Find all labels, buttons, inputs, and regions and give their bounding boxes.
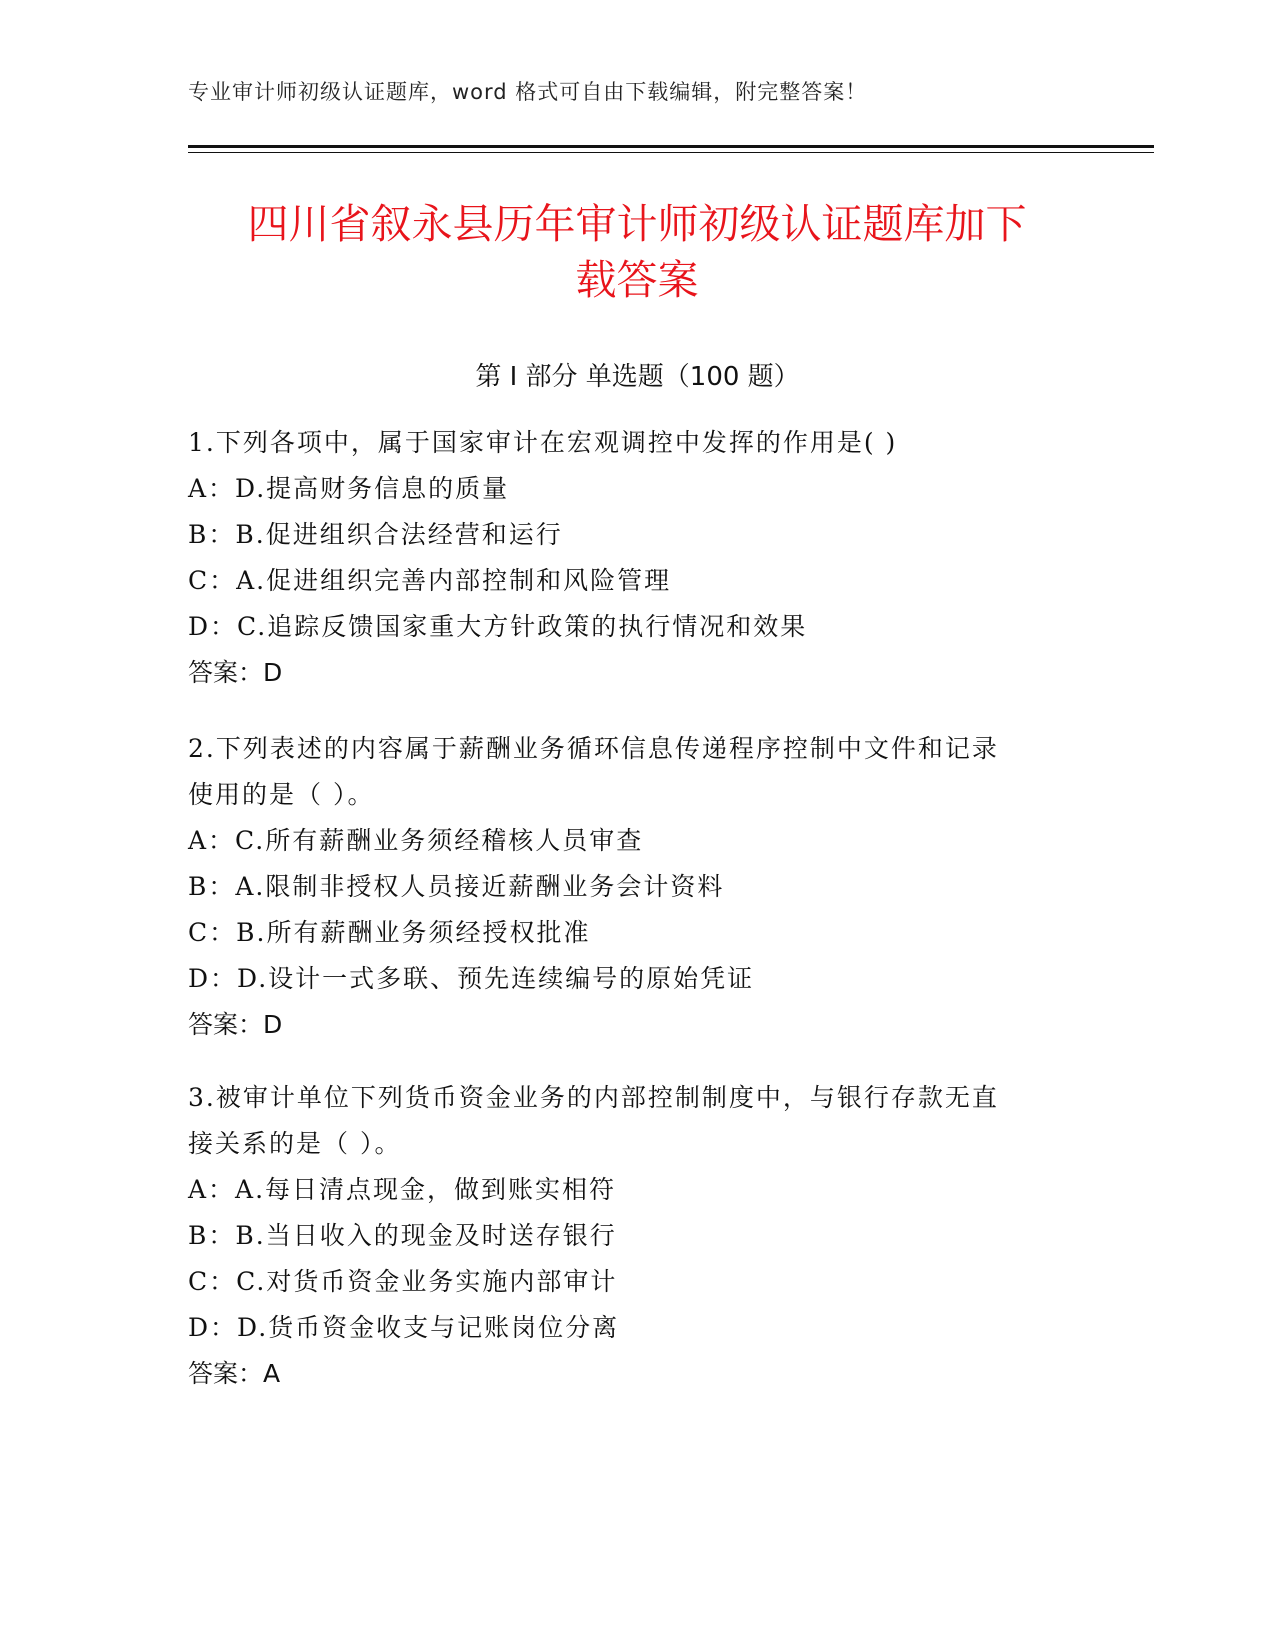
option-c: C：C.对货币资金业务实施内部审计 <box>188 1267 618 1296</box>
option-b: B：A.限制非授权人员接近薪酬业务会计资料 <box>188 872 725 901</box>
answer: 答案：A <box>188 1359 281 1388</box>
answer: 答案：D <box>188 658 283 687</box>
question-2 <box>188 726 1088 1048</box>
document-title <box>180 196 1094 308</box>
question-stem: 3.被审计单位下列货币资金业务的内部控制制度中，与银行存款无直 <box>188 1083 999 1112</box>
answer: 答案：D <box>188 1010 283 1039</box>
option-b: B：B.促进组织合法经营和运行 <box>188 520 563 549</box>
option-b: B：B.当日收入的现金及时送存银行 <box>188 1221 617 1250</box>
header-rule-thin <box>188 152 1154 153</box>
option-d: D：C.追踪反馈国家重大方针政策的执行情况和效果 <box>188 612 808 641</box>
option-d: D：D.设计一式多联、预先连续编号的原始凭证 <box>188 964 755 993</box>
question-stem-cont: 接关系的是（ ）。 <box>188 1129 402 1158</box>
question-1 <box>188 420 1088 696</box>
option-c: C：B.所有薪酬业务须经授权批准 <box>188 918 591 947</box>
option-d: D：D.货币资金收支与记账岗位分离 <box>188 1313 620 1342</box>
option-a: A：D.提高财务信息的质量 <box>188 474 510 503</box>
title-line-2: 载答案 <box>575 256 699 304</box>
question-stem: 2.下列表述的内容属于薪酬业务循环信息传递程序控制中文件和记录 <box>188 734 999 763</box>
header-note: 专业审计师初级认证题库，word 格式可自由下载编辑，附完整答案！ <box>188 80 868 104</box>
title-line-1: 四川省叙永县历年审计师初级认证题库加下 <box>247 200 1027 248</box>
question-3 <box>188 1075 1088 1397</box>
question-stem: 1.下列各项中，属于国家审计在宏观调控中发挥的作用是( ) <box>188 428 898 457</box>
header-rule-thick <box>188 145 1154 148</box>
question-stem-cont: 使用的是（ ）。 <box>188 780 375 809</box>
option-a: A：C.所有薪酬业务须经稽核人员审查 <box>188 826 644 855</box>
option-a: A：A.每日清点现金，做到账实相符 <box>188 1175 617 1204</box>
section-title: 第 I 部分 单选题（100 题） <box>475 362 800 392</box>
option-c: C：A.促进组织完善内部控制和风险管理 <box>188 566 672 595</box>
